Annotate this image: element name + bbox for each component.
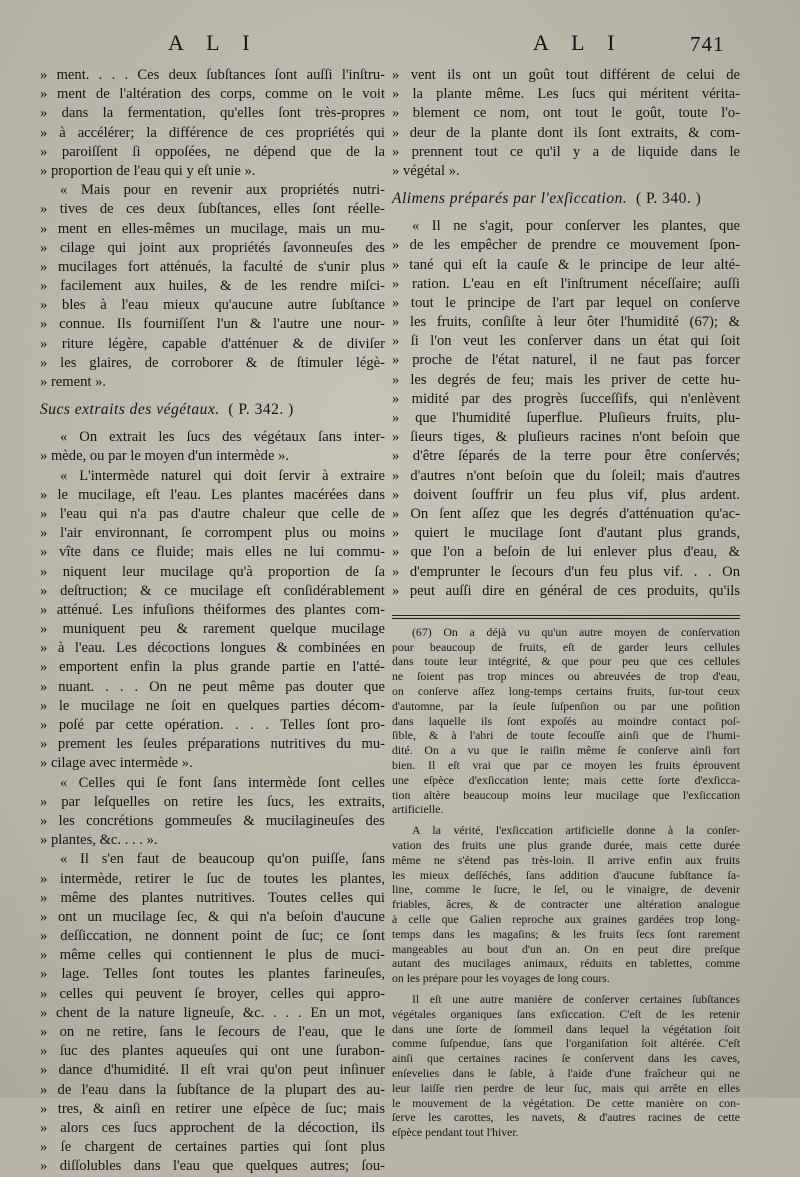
text-line: » diſſolubles dans l'eau que quelques autres; ſou- [40,1158,385,1175]
text-line: » à l'eau. Les décoctions longues & combinées en [40,640,385,657]
text-line: » dance d'humidité. Il eſt vrai qu'on peut inſinuer [40,1062,385,1079]
text-line: » ſuc des plantes aqueuſes qui ont une ſurabon- [40,1043,385,1060]
text-line: « Celles qui ſe font ſans intermède ſont celles [60,774,385,791]
text-line: » ment. . . . Ces deux ſubſtances ſont auſſi l'inſtru- [40,67,385,83]
text-line: » les fruits, conſiſte à leur ôter l'humidité (67); & [392,314,740,331]
text-line: dans laquelle ils ſont expoſés au moindre contact poſ- [392,713,740,728]
text-line: « Il ne s'agit, pour conſerver les plantes, que [412,218,740,235]
text-line: » de l'eau dans la ſubſtance de la plupart des au- [40,1081,385,1098]
text-line: ainſi que certaines racines ſe conſervent dans les caves, [392,1051,740,1066]
text-line: Il eſt une autre manière de conſerver certaines ſubſtances [412,992,740,1006]
text-line: » paroiſſent ſi oppoſées, ne dépend que de la [40,143,385,160]
right-column-text [392,66,740,601]
text-line: « On extrait les ſucs des végétaux ſans inter- [60,429,385,446]
text-line: on conſerve aſſez long-temps certains fruits, ſur-tout ceux [392,684,740,699]
text-line: » prennent tout ce qu'il y a de liquide dans le [392,143,740,160]
text-line: » On ſent aſſez que les degrés d'atténuation qu'ac- [392,505,740,522]
text-line: » proportion de l'eau qui y eſt unie ». [40,162,256,179]
section-heading-title: Sucs extraits des végétaux. [40,401,220,419]
text-line: » tané qui eſt la cauſe & le principe de leur alté- [392,256,740,273]
text-line: » poſé par cette opération. . . . Telles ſont pro- [40,717,385,733]
text-line: » cilage qui joint aux propriétés ſavonneuſes des [40,239,385,256]
text-line: » riture légère, capable d'atténuer & de diviſer [40,335,385,352]
text-line: une eſpèce d'exſiccation lente; mais cette ſorte d'exſicca- [392,772,740,787]
text-line: temps dans les magaſins; & les fruits ſecs ſont rarement [392,926,740,941]
text-line: » ſieurs tiges, & pluſieurs racines n'ont beſoin que [392,429,740,446]
text-line: on les prépare pour les voyages de long cours. [392,971,610,986]
text-line: » même celles qui contiennent le plus de muci- [40,947,385,964]
text-line: » d'autres n'ont beſoin que du ſoleil; mais d'autres [392,467,740,484]
text-line: » la plante même. Les ſucs qui méritent vérita- [392,86,740,103]
text-line: » par leſquelles on retire les ſucs, les extraits, [40,793,385,810]
text-line: vation des fruits une plus grande durée, mais cette durée [392,838,740,853]
page-number: 741 [690,32,725,56]
text-line: » végétal ». [392,162,460,179]
running-header [0,30,800,60]
text-line: » ſe chargent de certaines parties qui ſont plus [40,1139,385,1156]
text-line: comme ſuſpendue, ſans que l'organiſation ſoit altérée. C'eſt [392,1036,740,1051]
text-line: » ration. L'eau en eſt l'inſtrument néceſſaire; auſſi [392,275,740,292]
header-left-title: A L I [168,30,259,55]
text-line: » d'emprunter le ſecours d'un feu plus vif. . . On [392,563,740,580]
text-line: » alors ces ſucs approchent de la décoction, ils [40,1119,385,1136]
text-line: dans toute leur intégrité, & que pour peu que ces cellules [392,654,740,669]
text-line: eſpèce pendant tout l'hiver. [392,1125,519,1140]
text-line: tion altère beaucoup moins leur mucilage que l'exſiccation [392,787,740,802]
text-line: » rement ». [40,374,107,390]
footnote-block [392,625,740,1140]
text-line: pour beaucoup de fruits, eſt de garder leurs cellules [392,639,740,654]
text-line: » prement les ſeules préparations nutritives du mu- [40,736,385,753]
text-line: » quiert le mucilage ſont d'autant plus grands, [392,525,740,542]
text-line: végétales organiques ſans exſiccation. C'eſt de les retenir [392,1006,740,1021]
text-line: « L'intermède naturel qui doit ſervir à extraire [60,467,385,484]
text-line: d'automne, par la ſeule ſuſpenſion ou par une poſition [392,698,740,713]
text-line: leur laiſſe rien perdre de leur ſuc, mais qui arrête en elles [392,1080,740,1095]
text-line: ne ſoient pas trop minces ou abreuvées de trop d'eau, [392,669,740,684]
section-heading-page-ref: ( P. 340. ) [635,190,702,208]
text-line: ſible, & à l'abri de toute ſecouſſe ainſi que de l'humi- [392,728,740,743]
text-line: bien. Il eſt vrai que par ce moyen les fruits éprouvent [392,758,740,773]
section-heading [40,398,385,422]
footnote-separator [392,615,740,619]
text-line: » tout le principe de l'art par lequel on conſerve [392,294,740,311]
text-line: » à accélérer; la différence de ces propriétés qui [40,124,385,141]
text-line: » mucilages fort atténués, la faculté de s'unir plus [40,258,385,275]
text-line: line, comme le ſucre, le ſel, ou le vinaigre, de devenir [392,882,740,897]
text-line: » on ne retire, ſans le ſecours de l'eau, que le [40,1024,385,1040]
header-right-title: A L I [533,30,624,55]
section-heading-title: Alimens préparés par l'exſiccation. [392,190,628,208]
text-line: » que l'on a beſoin de lui enlever plus d'eau, & [392,544,740,561]
text-line: » ment de l'altération des corps, comme on le voit [40,86,385,103]
text-line: enſevelies dans le ſable, à l'aide d'une fraîcheur qui ne [392,1065,740,1080]
text-line: » facilement aux huiles, & de les rendre miſci- [40,278,385,295]
text-line: » même des plantes nutritives. Toutes celles qui [40,889,385,906]
text-line: » deſſiccation, ne donnent point de ſuc; ce ſont [40,928,385,945]
text-line: les mieux deſſéchés, ſans addition d'aucune ſubſtance ſa- [392,867,740,882]
text-line: » peut auſſi dire en général de ces produits, qu'ils [392,582,740,599]
text-line: » doivent ſouffrir un feu plus vif, plus ardent. [392,486,740,503]
text-line: à celle que Galien reproche aux graines gardées trop long- [392,912,740,927]
text-line: » blement ce nom, ont tout le goût, toute l'o- [392,105,740,122]
text-line: » muniquent peu & rarement quelque mucilage [40,621,385,638]
left-column [40,66,385,1177]
text-line: » bles à l'eau mieux qu'aucune autre ſubſtance [40,297,385,314]
text-line: dité. On a vu que le raiſin même ſe conſerve ainſi fort [392,743,740,758]
text-line: » mède, ou par le moyen d'un intermède ». [40,448,290,465]
text-line: autant des mucilages animaux, réduits en tablettes, comme [392,956,740,971]
text-line: » lage. Telles ſont toutes les plantes farineuſes, [40,966,385,983]
text-line: » le mucilage, eſt l'eau. Les plantes macérées dans [40,486,385,503]
section-heading-page-ref: ( P. 342. ) [228,401,294,419]
text-line: mangeables au bout d'un an. On en peut dire preſque [392,941,740,956]
text-line: » chent de la nature ligneuſe, &c. . . . En un mot, [40,1004,385,1021]
text-line: » que l'humidité ſuperflue. Pluſieurs fruits, plu- [392,410,740,426]
text-line: » emportent enfin la plus grande partie en l'atté- [40,659,385,676]
text-line: » d'être ſéparés de la terre pour être conſervés; [392,448,740,465]
text-line: » connue. Ils fourniſſent l'un & l'autre une nour- [40,316,385,333]
text-line: » tives de ces deux ſubſtances, elles ſont réelle- [40,201,385,218]
text-line: artificielle. [392,802,444,817]
text-line: (67) On a déjà vu qu'un autre moyen de conſervation [412,624,740,639]
text-line: » vîte dans ce fluide; mais elles ne lui commu- [40,544,385,561]
text-line: ſerve les carottes, les navets, & d'autres racines de cette [392,1110,740,1125]
text-line: A la vérité, l'exſiccation artificielle donne à la conſer- [412,823,740,838]
text-line: « Il s'en faut de beaucoup qu'on puiſſe, ſans [60,851,385,868]
text-line: » ont un mucilage ſec, & qui n'a beſoin d'aucune [40,908,385,925]
text-line: » dans la fermentation, qu'elles ſont très-propres [40,105,385,122]
text-line: » tres, & ainſi en retirer une eſpèce de ſuc; mais [40,1100,385,1117]
text-line: » le mucilage ne ſoit en quelques parties décom- [40,697,385,714]
text-line: » l'eau qui n'a pas d'autre chaleur que celle de [40,505,385,522]
text-line: » ſi l'on veut les conſerver dans un état qui ſoit [392,333,740,350]
text-line: » niquent leur mucilage qu'à proportion de ſa [40,563,385,580]
text-line: » deur de la plante dont ils ſont extraits, & com- [392,124,740,141]
text-line: le mouvement de la végétation. De cette manière on con- [392,1095,740,1110]
text-line: » les concrétions gommeuſes & mucilagineuſes des [40,812,385,829]
text-line: » les glaires, de corroborer & de ſtimuler légè- [40,354,385,371]
text-line: » midité par des progrès ſucceſſifs, qui n'enlèvent [392,390,740,407]
text-line: » proche de l'état naturel, il ne faut pas forcer [392,352,740,369]
text-line: » nuant. . . . On ne peut même pas douter que [40,678,385,695]
text-line: » vent ils ont un goût tout différent de celui de [392,67,740,83]
text-line: même ne s'étend pas très-loin. Il arrive enfin aux fruits [392,852,740,867]
text-line: » deſtruction; & ce mucilage eſt conſidérablement [40,582,385,599]
text-line: » celles qui peuvent ſe broyer, celles qui appro- [40,985,385,1002]
text-line: dans une ſorte de ſommeil dans lequel la végétation ſoit [392,1021,740,1036]
text-line: friables, âcres, & de contracter une altération analogue [392,897,740,912]
text-line: » atténué. Les infuſions théiformes des plantes com- [40,601,385,618]
text-line: » ment en elles-mêmes un mucilage, mais un mu- [40,220,385,237]
text-line: » les degrés de feu; mais les priver de cette hu- [392,371,740,388]
text-line: » plantes, &c. . . . ». [40,832,158,849]
text-line: « Mais pour en revenir aux propriétés nutri- [60,182,385,199]
text-line: » de les empêcher de prendre ce mouvement ſpon- [392,237,740,254]
text-line: » cilage avec intermède ». [40,755,193,772]
section-heading [392,187,740,211]
right-column [392,66,740,1140]
text-line: » intermède, retirer le ſuc de toutes les plantes, [40,870,385,887]
text-line: » l'air environnant, ſe corrompent plus ou moins [40,525,385,542]
